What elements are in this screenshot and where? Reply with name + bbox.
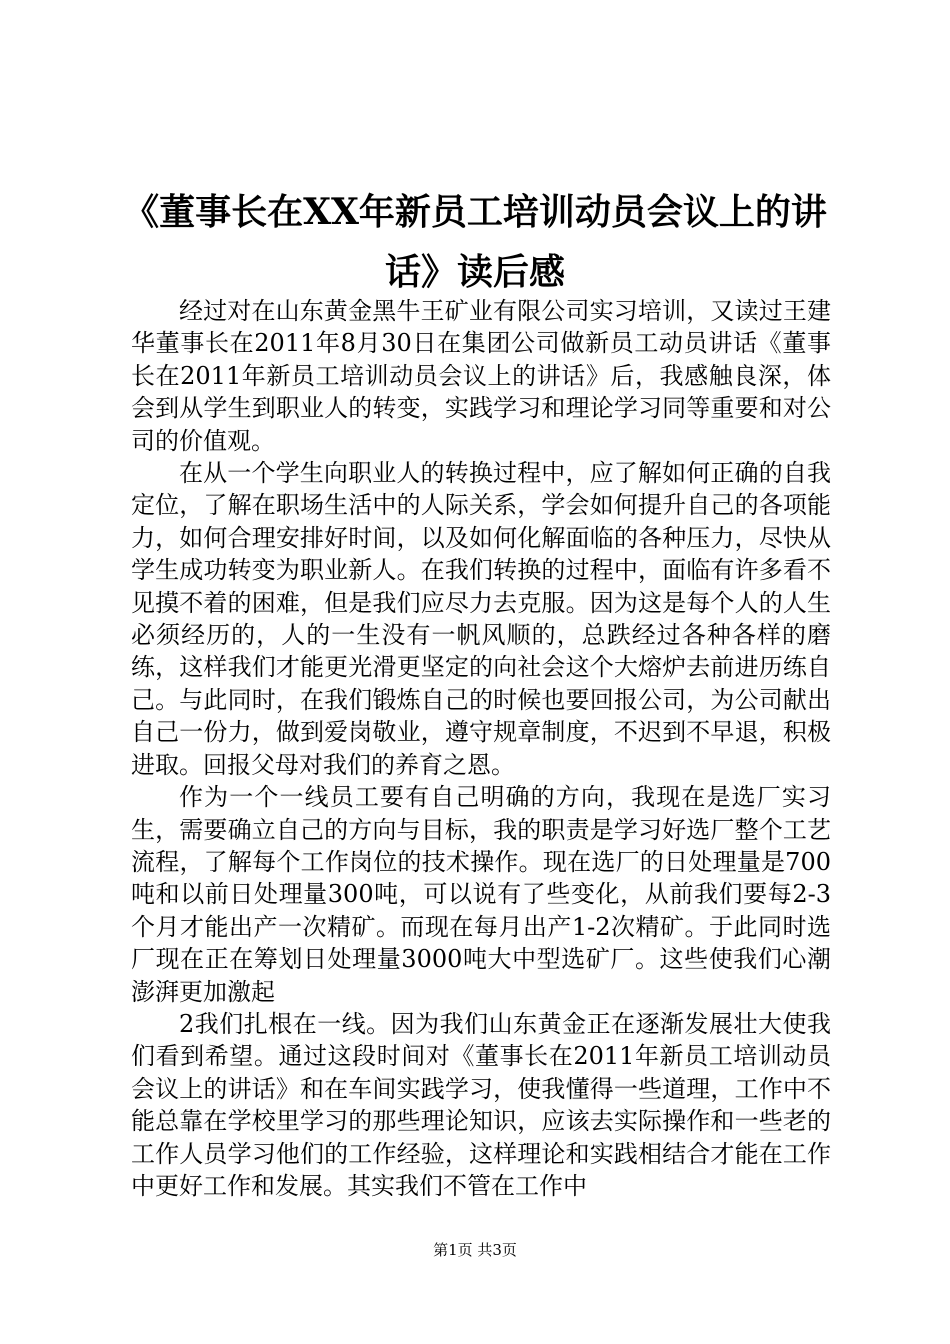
paragraph-2: 在从一个学生向职业人的转换过程中，应了解如何正确的自我定位，了解在职场生活中的人际关系，学会如何提升自己的各项能力，如何合理安排好时间，以及如何化解面临的各种压力，尽快从学生成功转变为职业新人。在我们转换的过程中，面临有许多看不见摸不着的困难，但是我们应尽力去克服。因为这是每个人的人生必须经历的，人的一生没有一帆风顺的，总跌经过各种各样的磨练，这样我们才能更光滑更坚定的向社会这个大熔炉去前进历练自己。与此同时，在我们锻炼自己的时候也要回报公司，为公司献出自己一份力，做到爱岗敬业，遵守规章制度，不迟到不早退，积极进取。回报父母对我们的养育之恩。 xyxy=(131,459,831,779)
paragraph-1: 经过对在山东黄金黑牛王矿业有限公司实习培训，又读过王建华董事长在2011年8月30日在集团公司做新员工动员讲话《董事长在2011年新员工培训动员会议上的讲话》后，我感触良深，体会到从学生到职业人的转变，实践学习和理论学习同等重要和对公司的价值观。 xyxy=(131,297,831,455)
document-title: 《董事长在XX年新员工培训动员会议上的讲话》读后感 xyxy=(123,191,827,293)
document-body xyxy=(131,295,831,1202)
paragraph-3: 作为一个一线员工要有自己明确的方向，我现在是选厂实习生，需要确立自己的方向与目标，我的职责是学习好选厂整个工艺流程，了解每个工作岗位的技术操作。现在选厂的日处理量是700吨和以前日处理量300吨，可以说有了些变化，从前我们要每2-3个月才能出产一次精矿。而现在每月出产1-2次精矿。于此同时选厂现在正在筹划日处理量3000吨大中型选矿厂。这些使我们心潮澎湃更加激起 xyxy=(131,783,831,1006)
paragraph-4: 2我们扎根在一线。因为我们山东黄金正在逐渐发展壮大使我们看到希望。通过这段时间对《董事长在2011年新员工培训动员会议上的讲话》和在车间实践学习，使我懂得一些道理，工作中不能总靠在学校里学习的那些理论知识，应该去实际操作和一些老的工作人员学习他们的工作经验，这样理论和实践相结合才能在工作中更好工作和发展。其实我们不管在工作中 xyxy=(131,1009,831,1200)
page-footer: 第1页 共3页 xyxy=(433,1241,517,1259)
